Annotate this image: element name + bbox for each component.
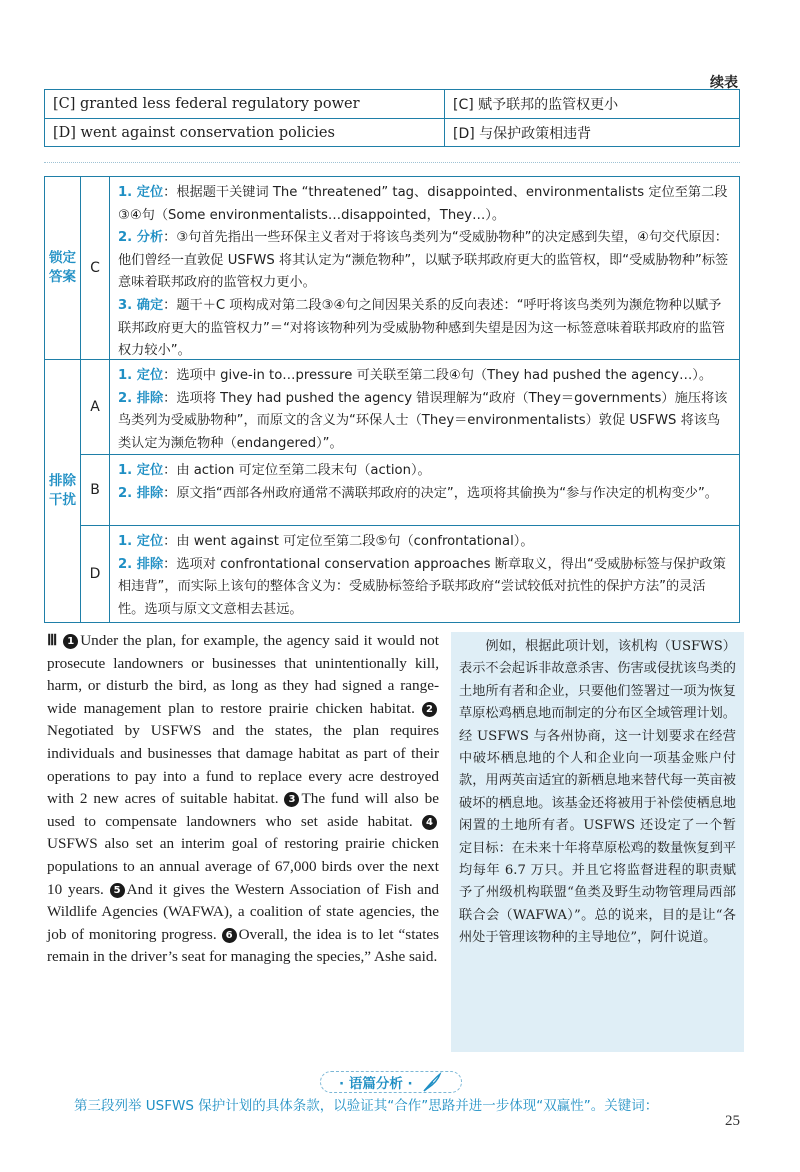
category-column — [45, 177, 81, 622]
option-d-english: [D] went against conservation policies — [45, 119, 445, 146]
sentence-6: Overall, the idea is to let “states remain in the driver’s seat for managing the species,” Ashe said. — [47, 925, 440, 966]
analysis-table — [44, 176, 740, 623]
analysis-a — [110, 359, 739, 454]
analysis-body-column — [110, 177, 739, 622]
sentence-number-1: 1 — [63, 634, 78, 649]
option-d-chinese: [D] 与保护政策相违背 — [453, 125, 592, 142]
passage-paragraph-3 — [47, 630, 439, 969]
analysis-b-line-1: 1. 定位：由 action 可定位至第二段末句（action）。 — [118, 463, 431, 478]
analysis-b-line-2: 2. 排除：原文指“西部各州政府通常不满联邦政府的决定”，选项将其偷换为“参与作决定的机构变少”。 — [118, 485, 718, 501]
category-exclude-distractors: 排除干扰 — [45, 359, 80, 622]
sentence-3: The fund will also be used to compensate landowners who set aside habitat. — [47, 790, 439, 830]
analysis-c-line-1: 1. 定位：根据题干关键词 The “threatened” tag、disappointed、environmentalists 定位至第二段③④句（Some environmentalists…disappointed，They…）。 — [118, 185, 728, 223]
analysis-b — [110, 454, 739, 525]
analysis-d-line-1: 1. 定位：由 went against 可定位至第二段⑤句（confrontational）。 — [118, 534, 534, 549]
page-number: 25 — [725, 1113, 740, 1129]
feather-pen-icon — [421, 1071, 443, 1093]
sentence-number-4: 4 — [422, 815, 437, 830]
sentence-number-6: 6 — [222, 928, 237, 943]
analysis-d — [110, 525, 739, 622]
sentence-2: Negotiated by USFWS and the states, the plan requires individuals and businesses that damage habitat as part of their operations to pay into a fund to replace every acre destroyed with 2 new acres of suitable habitat. — [47, 722, 439, 808]
option-letter-d: D — [81, 525, 109, 622]
sentence-4: USFWS also set an interim goal of restoring prairie chicken populations to an annual average of 67,000 birds over the next 10 years. — [47, 835, 439, 898]
sentence-1: Under the plan, for example, the agency said it would not prosecute landowners or businesses that unintentionally kill, harm, or disturb the bird, as long as they had signed a range-wide management plan to restore prairie chicken habitat. — [47, 632, 439, 717]
option-letter-a: A — [81, 359, 109, 454]
category-lock-answer: 锁定答案 — [49, 250, 76, 285]
sentence-number-2: 2 — [422, 702, 437, 717]
analysis-a-line-2: 2. 排除：选项将 They had pushed the agency 错误理解为“政府（They＝governments）施压将该鸟类列为受威胁物种”，而原文的含义为“环保人士（They＝environmentalists）敦促 USFWS 将该鸟类认定为濒危物种（endangered）”。 — [118, 390, 728, 451]
sentence-number-5: 5 — [110, 883, 125, 898]
analysis-c-line-2: 2. 分析：③句首先指出一些环保主义者对于将该鸟类列为“受威胁物种”的决定感到失望，④句交代原因：他们曾经一直敦促 USFWS 将其认定为“濒危物种”，以赋予联邦政府更大的监管权，即“受威胁物种”标签意味着联邦政府的监管权力更小。 — [118, 230, 729, 291]
dotted-divider — [44, 162, 740, 163]
option-table — [44, 89, 740, 147]
section-header-label: · 语篇分析 · — [339, 1076, 413, 1092]
analysis-a-line-1: 1. 定位：选项中 give-in to…pressure 可关联至第二段④句（They had pushed the agency…）。 — [118, 368, 713, 383]
discourse-analysis-summary: 第三段列举 USFWS 保护计划的具体条款，以验证其“合作”思路并进一步体现“双赢性”。关键词： — [74, 1098, 659, 1114]
sentence-number-3: 3 — [284, 792, 299, 807]
option-letter-b: B — [81, 454, 109, 525]
continued-label: 续表 — [710, 75, 738, 91]
analysis-c-line-3: 3. 确定：题干＋C 项构成对第二段③④句之间因果关系的反向表述：“呼吁将该鸟类列为濒危物种以赋予联邦政府更大的监管权力”＝“对将该物种列为受威胁物种感到失望是因为这一标签意味着联邦政府的监管权力较小”。 — [118, 297, 726, 359]
analysis-c — [110, 177, 739, 359]
option-row-d — [45, 118, 739, 146]
analysis-d-line-2: 2. 排除：选项对 confrontational conservation approaches 断章取义，得出“受威胁标签与保护政策相违背”，而实际上该句的整体含义为：受威胁标签给予联邦政府“尝试较低对抗性的保护方法”的灵活性。选项与原文文意相去甚远。 — [118, 556, 726, 617]
paragraph-number: Ⅲ — [47, 632, 59, 649]
option-letter-column — [81, 177, 110, 622]
sentence-5: And it gives the Western Association of Fish and Wildlife Agencies (WAFWA), a coalition of state agencies, the job of monitoring progress. — [47, 880, 440, 943]
option-row-c — [45, 90, 739, 118]
translation-box: 例如，根据此项计划，该机构（USFWS）表示不会起诉非故意杀害、伤害或侵扰该鸟类的土地所有者和企业，只要他们签署过一项为恢复草原松鸡栖息地而制定的分布区全域管理计划。经 USFWS 与各州协商，这一计划要求在经营中破坏栖息地的个人和企业向一项基金账户付款，用两英亩适宜的新栖息地来替代每一英亩被破坏的栖息地。该基金还将被用于补偿使栖息地闲置的土地所有者。USFWS 还设定了一个暂定目标：在未来十年将草原松鸡的数量恢复到平均每年 6.7 万只。并且它将监督进程的职责赋予了州级机构联盟“鱼类及野生动物管理局西部联合会（WAFWA）”。总的说来，目的是让“各州处于管理该物种的主导地位”，阿什说道。 — [451, 632, 744, 1052]
option-c-chinese: [C] 赋予联邦的监管权更小 — [453, 97, 619, 113]
section-header — [320, 1071, 462, 1093]
option-c-english: [C] granted less federal regulatory power — [45, 90, 445, 118]
option-letter-c: C — [90, 260, 100, 276]
